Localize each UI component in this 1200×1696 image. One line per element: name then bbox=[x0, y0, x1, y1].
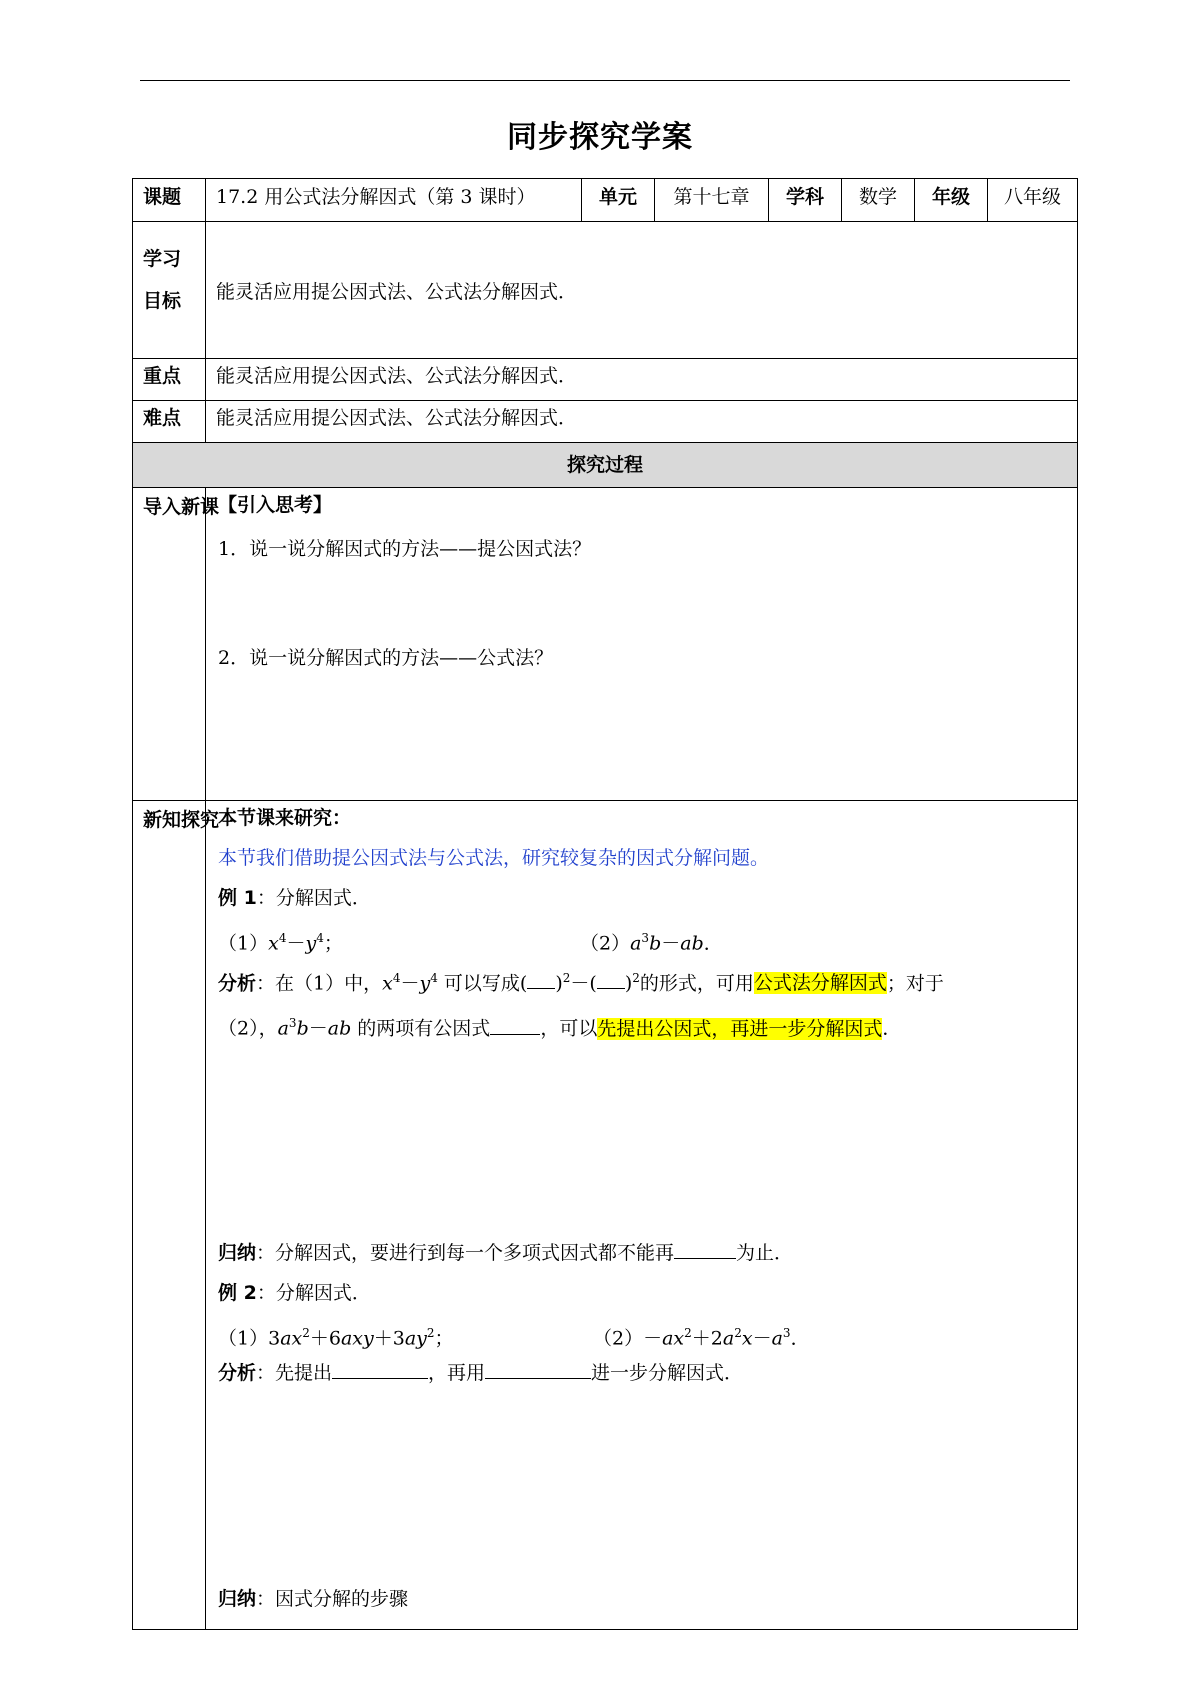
analysis-2-c: ，可以 bbox=[540, 1017, 598, 1040]
analysis-3-c: 进一步分解因式． bbox=[591, 1361, 744, 1384]
difficulty-label: 难点 bbox=[133, 401, 206, 443]
example-1-label: 例 1 bbox=[218, 887, 257, 909]
example-2-label: 例 2 bbox=[218, 1281, 257, 1304]
topic-label: 课题 bbox=[133, 179, 206, 222]
summary-1-label: 归纳 bbox=[218, 1241, 257, 1264]
grade-value: 八年级 bbox=[988, 179, 1078, 222]
analysis-3-blank-2 bbox=[485, 1360, 591, 1379]
analysis-1-c: ) bbox=[555, 972, 563, 995]
study-plan-table bbox=[132, 178, 1078, 1630]
analysis-2: （2），$a^3b-ab$ 的两项有公因式 ，可以先提出公因式，再进一步分解因式． bbox=[218, 1016, 902, 1040]
key-text: 能灵活应用提公因式法、公式法分解因式． bbox=[206, 359, 1078, 401]
example-1-part-1-num: （1） bbox=[218, 932, 269, 955]
analysis-1: 分析：在（1）中，$x^4-y^4$ 可以写成( )$^2$－( )$^2$的形式，可用公式法分解因式；对于 bbox=[218, 971, 944, 995]
analysis-1-b: 可以写成( bbox=[443, 972, 528, 995]
goal-text: 能灵活应用提公因式法、公式法分解因式． bbox=[206, 222, 1078, 359]
summary-1-b: 为止． bbox=[736, 1241, 794, 1264]
difficulty-row bbox=[133, 401, 1078, 443]
analysis-3 bbox=[218, 1360, 1067, 1386]
example-2-parts bbox=[218, 1320, 1067, 1349]
page-title: 同步探究学案 bbox=[507, 120, 693, 155]
subject-label: 学科 bbox=[769, 179, 842, 222]
example-1-part-1: $(1)x^4-y^4$； bbox=[218, 931, 343, 955]
example-2-part-2-num: （2） bbox=[593, 1326, 644, 1349]
goal-label-line2: 目标 bbox=[143, 290, 182, 312]
example-1-part-2: $(2)a^3b-ab$． bbox=[580, 931, 723, 955]
analysis-3-label: 分析 bbox=[218, 1361, 257, 1384]
new-label: 新知探究 bbox=[133, 801, 206, 1630]
analysis-3-b: ，再用 bbox=[428, 1361, 486, 1384]
analysis-1-f: ；对于 bbox=[886, 972, 944, 995]
summary-1 bbox=[218, 1240, 1067, 1266]
intro-label: 导入新课 bbox=[133, 488, 206, 801]
analysis-2-blank bbox=[490, 1016, 540, 1035]
header-row bbox=[133, 179, 1078, 222]
example-2-text: ：分解因式． bbox=[256, 1281, 371, 1304]
new-heading: 本节课来研究： bbox=[218, 807, 352, 829]
analysis-1-e: 的形式，可用 bbox=[639, 972, 754, 995]
summary-1-a: ：分解因式，要进行到每一个多项式因式都不能再 bbox=[256, 1241, 675, 1264]
analysis-2-highlight: 先提出公因式，再进一步分解因式 bbox=[597, 1017, 883, 1040]
analysis-2-d: ． bbox=[882, 1017, 902, 1040]
analysis-2-a: （2）， bbox=[218, 1017, 278, 1040]
intro-content bbox=[206, 488, 1078, 801]
new-intro-text: 本节我们借助提公因式法与公式法，研究较复杂的因式分解问题。 bbox=[218, 847, 770, 869]
analysis-1-blank-2 bbox=[597, 970, 625, 989]
example-1-title bbox=[218, 885, 1067, 911]
intro-question-1: 1．说一说分解因式的方法——提公因式法？ bbox=[218, 538, 592, 560]
example-2-part-1-num: （1） bbox=[218, 1326, 269, 1349]
example-1-part-2-num: （2） bbox=[580, 932, 631, 955]
example-1-text: ：分解因式． bbox=[256, 887, 371, 909]
goal-label bbox=[133, 222, 206, 359]
example-2-part-1: $(1)3ax^2+6axy+3ay^2$； bbox=[218, 1325, 454, 1349]
process-header-row bbox=[133, 443, 1078, 488]
grade-label: 年级 bbox=[915, 179, 988, 222]
analysis-1-d: －( bbox=[570, 972, 597, 995]
example-1-parts bbox=[218, 925, 1067, 955]
summary-2-text: ：因式分解的步骤 bbox=[256, 1587, 409, 1610]
goal-label-line1: 学习 bbox=[143, 248, 182, 270]
intro-row bbox=[133, 488, 1078, 801]
analysis-1-highlight: 公式法分解因式 bbox=[753, 972, 887, 995]
subject-value: 数学 bbox=[842, 179, 915, 222]
summary-1-blank bbox=[674, 1240, 736, 1259]
process-header: 探究过程 bbox=[133, 443, 1078, 488]
analysis-2-b: 的两项有公因式 bbox=[357, 1017, 491, 1040]
unit-label: 单元 bbox=[582, 179, 655, 222]
summary-2 bbox=[218, 1586, 1067, 1612]
intro-question-2: 2．说一说分解因式的方法——公式法？ bbox=[218, 647, 554, 669]
example-2-title bbox=[218, 1280, 1067, 1306]
unit-value: 第十七章 bbox=[655, 179, 769, 222]
goal-row bbox=[133, 222, 1078, 359]
topic-value: 17.2 用公式法分解因式（第 3 课时） bbox=[206, 179, 582, 222]
difficulty-text: 能灵活应用提公因式法、公式法分解因式． bbox=[206, 401, 1078, 443]
summary-2-label: 归纳 bbox=[218, 1587, 257, 1610]
analysis-1-blank-1 bbox=[527, 970, 555, 989]
new-knowledge-row bbox=[133, 801, 1078, 1630]
intro-heading: 【引入思考】 bbox=[218, 494, 333, 516]
analysis-3-a: ：先提出 bbox=[256, 1361, 333, 1384]
header-rule bbox=[140, 80, 1070, 81]
key-row bbox=[133, 359, 1078, 401]
analysis-3-blank-1 bbox=[332, 1360, 428, 1379]
example-2-part-2: $(2)-ax^2+2a^2x-a^3$． bbox=[593, 1325, 810, 1349]
analysis-1-a: ：在（1）中， bbox=[256, 972, 383, 995]
new-content bbox=[206, 801, 1078, 1630]
analysis-1-label: 分析 bbox=[218, 972, 257, 995]
key-label: 重点 bbox=[133, 359, 206, 401]
